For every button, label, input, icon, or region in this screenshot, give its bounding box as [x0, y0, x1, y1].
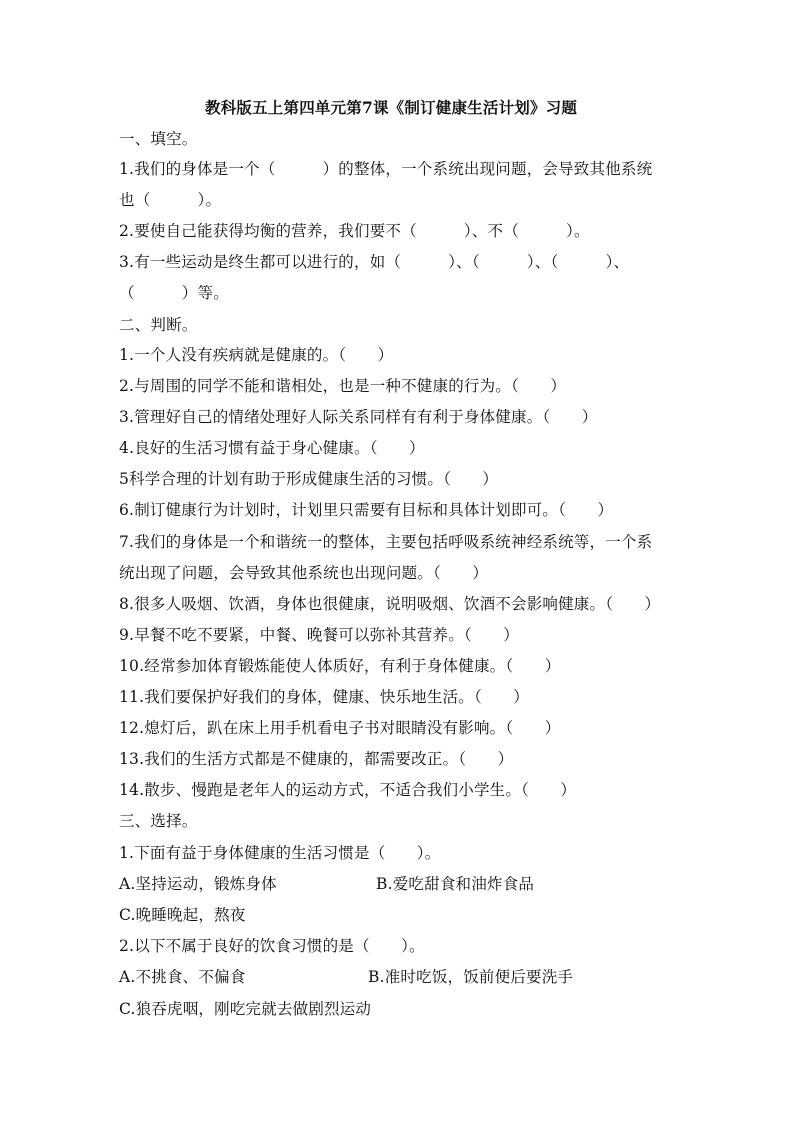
judge-item-6: 6.制订健康行为计划时，计划里只需要有目标和具体计划即可。（ ）	[119, 501, 614, 519]
choice-q2-option-b: B.准时吃饭，饭前便后要洗手	[368, 968, 574, 986]
choice-q1-option-a: A.坚持运动，锻炼身体	[119, 875, 277, 893]
choice-q1-option-c: C.晚睡晚起，熬夜	[119, 906, 246, 924]
choice-q2-option-a: A.不挑食、不偏食	[119, 968, 246, 986]
judge-item-12: 12.熄灯后，趴在床上用手机看电子书对眼睛没有影响。（ ）	[119, 719, 561, 737]
judge-item-10: 10.经常参加体育锻炼能使人体质好，有利于身体健康。（ ）	[119, 657, 561, 675]
judge-item-13: 13.我们的生活方式都是不健康的，都需要改正。（ ）	[119, 750, 514, 768]
section-heading-choice: 三、选择。	[119, 812, 198, 830]
fill-item-1-line-2: 也（ ）。	[119, 191, 222, 209]
section-heading-judge: 二、判断。	[119, 316, 198, 334]
judge-item-8: 8.很多人吸烟、饮酒，身体也很健康，说明吸烟、饮酒不会影响健康。（ ）	[119, 595, 661, 613]
choice-q1-option-b: B.爱吃甜食和油炸食品	[376, 875, 535, 893]
fill-item-2: 2.要使自己能获得均衡的营养，我们要不（ ）、不（ ）。	[119, 222, 590, 240]
judge-item-4: 4.良好的生活习惯有益于身心健康。（ ）	[119, 439, 425, 457]
choice-q2-option-c: C.狼吞虎咽，刚吃完就去做剧烈运动	[119, 1000, 372, 1018]
judge-item-11: 11.我们要保护好我们的身体，健康、快乐地生活。（ ）	[119, 688, 530, 706]
choice-q2-stem: 2.以下不属于良好的饮食习惯的是（ ）。	[119, 937, 425, 955]
judge-item-3: 3.管理好自己的情绪处理好人际关系同样有有利于身体健康。（ ）	[119, 408, 598, 426]
fill-item-3-line-1: 3.有一些运动是终生都可以进行的，如（ ）、（ ）、（ ）、	[119, 253, 630, 271]
judge-item-2: 2.与周围的同学不能和谐相处，也是一种不健康的行为。（ ）	[119, 377, 567, 395]
judge-item-5: 5科学合理的计划有助于形成健康生活的习惯。（ ）	[119, 470, 499, 488]
fill-item-1-line-1: 1.我们的身体是一个（ ）的整体，一个系统出现问题，会导致其他系统	[119, 160, 653, 178]
judge-item-7-line-1: 7.我们的身体是一个和谐统一的整体，主要包括呼吸系统神经系统等，一个系	[119, 533, 653, 551]
judge-item-1: 1.一个人没有疾病就是健康的。（ ）	[119, 346, 394, 364]
choice-q1-stem: 1.下面有益于身体健康的生活习惯是（ ）。	[119, 844, 441, 862]
section-heading-fill: 一、填空。	[119, 130, 198, 148]
judge-item-9: 9.早餐不吃不要紧，中餐、晚餐可以弥补其营养。（ ）	[119, 626, 519, 644]
judge-item-14: 14.散步、慢跑是老年人的运动方式，不适合我们小学生。（ ）	[119, 781, 577, 799]
judge-item-7-line-2: 统出现了问题，会导致其他系统也出现问题。（ ）	[119, 564, 489, 582]
document-title: 教科版五上第四单元第7课《制订健康生活计划》习题	[205, 98, 578, 117]
fill-item-3-line-2: （ ）等。	[119, 284, 229, 302]
